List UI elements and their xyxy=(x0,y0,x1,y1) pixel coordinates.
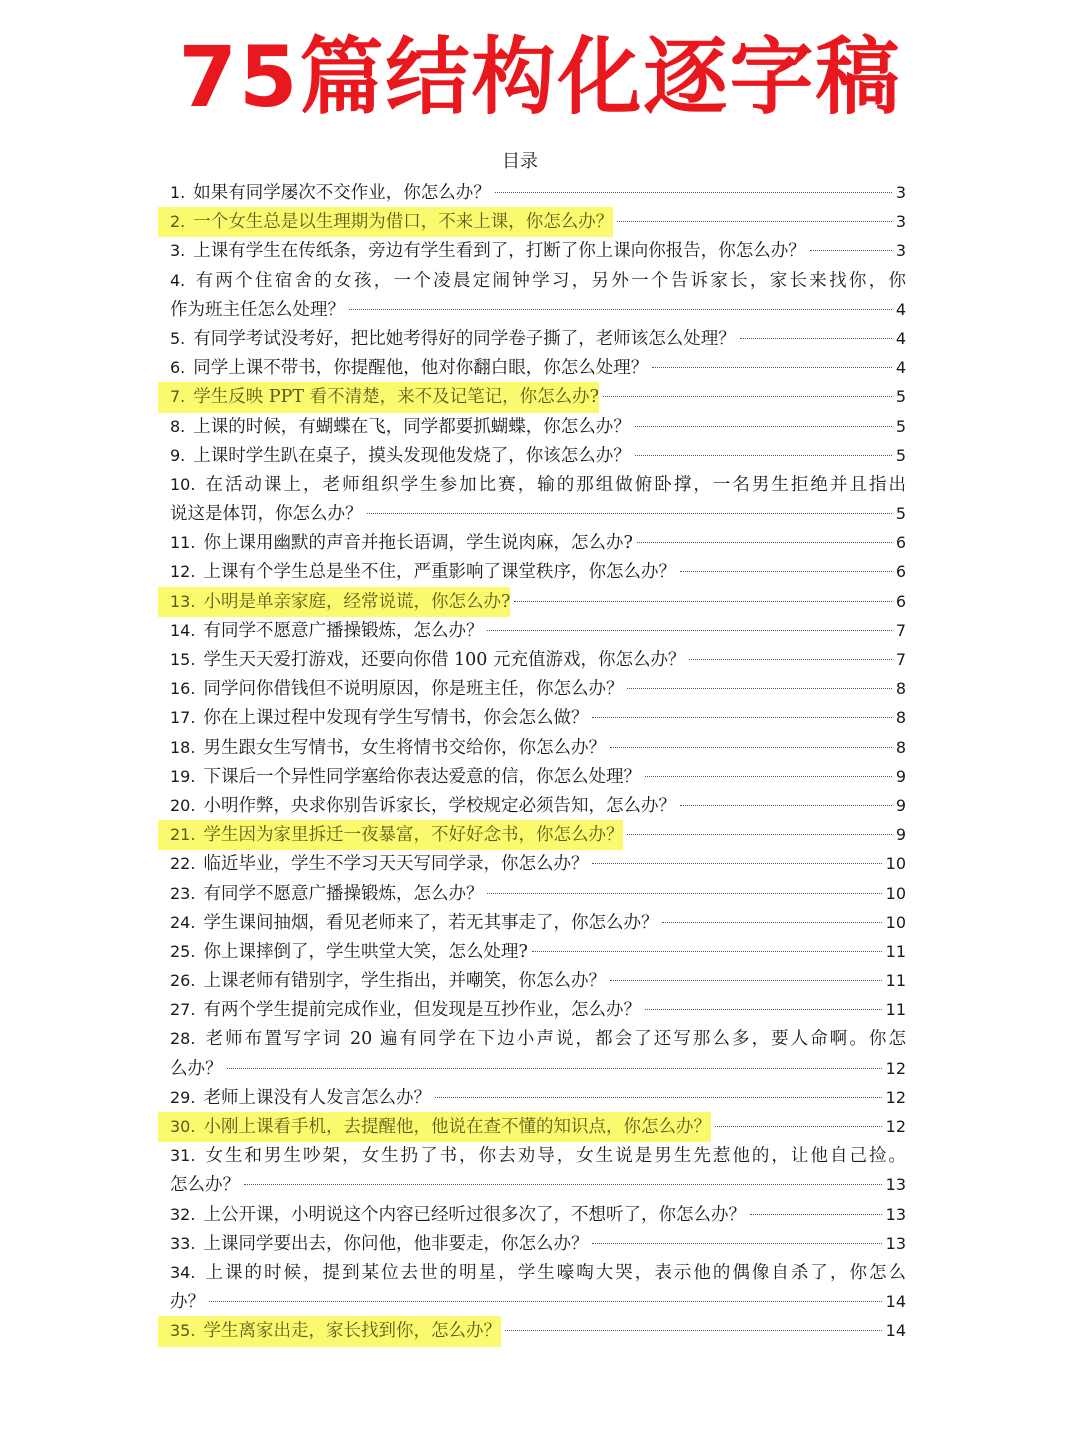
toc-page-number: 8 xyxy=(895,708,906,728)
toc-entry-title: 男生跟女生写情书，女生将情书交给你，你怎么办？ xyxy=(203,737,606,758)
toc-entry-text xyxy=(170,557,676,587)
toc-entry-title: 女生和男生吵架，女生扔了书，你去劝导，女生说是男生先惹他的，让他自己捡。 xyxy=(203,1146,906,1167)
toc-entry-title: 一个女生总是以生理期为借口，不来上课，你怎么办？ xyxy=(193,212,614,233)
table-of-contents xyxy=(170,178,906,1346)
toc-entry-text xyxy=(170,966,606,996)
toc-entry-text xyxy=(170,791,676,821)
toc-entry-text xyxy=(170,178,491,208)
toc-entry[interactable] xyxy=(170,645,906,674)
toc-entry-title: 小刚上课看手机，去提醒他，他说在查不懂的知识点，你怎么办？ xyxy=(203,1117,711,1137)
toc-entry-number: 28. xyxy=(170,1029,196,1049)
toc-page-number: 13 xyxy=(885,1204,906,1224)
toc-entry-text xyxy=(170,1024,906,1054)
dot-leader xyxy=(689,658,891,660)
dot-leader xyxy=(637,541,892,543)
toc-entry-title: 上课有学生在传纸条，旁边有学生看到了，打断了你上课向你报告，你怎么办？ xyxy=(193,241,806,262)
toc-entry-text xyxy=(170,849,588,879)
toc-entry[interactable] xyxy=(170,937,906,966)
toc-page-number: 10 xyxy=(885,854,906,874)
toc-entry[interactable] xyxy=(170,1316,906,1345)
dot-leader xyxy=(627,833,891,835)
toc-entry-number: 22. xyxy=(170,854,196,874)
toc-entry[interactable] xyxy=(170,470,906,499)
toc-entry[interactable] xyxy=(170,207,906,236)
toc-page-number: 4 xyxy=(895,358,906,378)
toc-entry-title: 老师上课没有人发言怎么办？ xyxy=(203,1087,431,1108)
dot-leader xyxy=(244,1183,882,1185)
toc-entry-text xyxy=(170,674,623,704)
toc-entry-number: 15. xyxy=(170,650,196,669)
toc-entry-text xyxy=(170,703,588,733)
toc-entry-number: 11. xyxy=(170,533,196,553)
toc-entry-text-highlighted xyxy=(158,1316,501,1346)
toc-entry[interactable] xyxy=(170,1258,906,1287)
toc-page-number: 10 xyxy=(885,912,906,932)
toc-entry-text xyxy=(170,645,685,675)
toc-entry-title: 上课的时候，有蝴蝶在飞，同学都要抓蝴蝶，你怎么办？ xyxy=(193,416,631,437)
dot-leader xyxy=(750,1213,882,1215)
toc-entry-number: 18. xyxy=(170,737,196,757)
dot-leader xyxy=(635,425,892,427)
toc-entry-number: 2. xyxy=(170,212,186,232)
dot-leader xyxy=(645,775,892,777)
toc-page-number: 4 xyxy=(895,328,906,348)
toc-entry[interactable] xyxy=(170,1112,906,1141)
toc-entry[interactable] xyxy=(170,820,906,849)
toc-entry[interactable] xyxy=(170,266,906,295)
toc-page-number: 11 xyxy=(885,941,906,961)
dot-leader xyxy=(349,308,892,310)
toc-page-number: 3 xyxy=(895,183,906,202)
toc-entry[interactable] xyxy=(170,762,906,791)
toc-entry-text xyxy=(170,236,806,266)
toc-entry[interactable] xyxy=(170,1229,906,1258)
toc-entry-number: 5. xyxy=(170,328,186,348)
toc-entry[interactable] xyxy=(170,966,906,995)
toc-entry-title: 学生课间抽烟，看见老师来了，若无其事走了，你怎么办？ xyxy=(203,912,659,933)
toc-entry-text-highlighted xyxy=(158,207,613,237)
toc-entry-text xyxy=(170,1200,746,1230)
dot-leader xyxy=(610,746,892,748)
toc-entry-continuation xyxy=(170,1054,906,1083)
toc-entry-title: 你在上课过程中发现有学生写情书，你会怎么做？ xyxy=(203,708,589,729)
toc-entry-number: 24. xyxy=(170,912,196,932)
toc-page-number: 3 xyxy=(895,241,906,261)
dot-leader xyxy=(435,1096,882,1098)
toc-entry[interactable] xyxy=(170,528,906,557)
toc-entry-number: 12. xyxy=(170,562,196,582)
toc-entry-text xyxy=(170,266,906,296)
toc-entry-text xyxy=(170,908,658,938)
toc-page-number: 5 xyxy=(895,445,906,465)
toc-entry-number: 19. xyxy=(170,766,196,786)
toc-entry-number: 26. xyxy=(170,971,196,991)
toc-entry-number: 35. xyxy=(170,1321,196,1341)
toc-entry[interactable] xyxy=(170,733,906,762)
dot-leader xyxy=(209,1300,882,1302)
toc-entry-number: 33. xyxy=(170,1233,196,1253)
dot-leader xyxy=(617,220,892,222)
toc-page-number: 8 xyxy=(895,737,906,757)
toc-entry-number: 16. xyxy=(170,679,196,699)
toc-entry-number: 3. xyxy=(170,241,186,261)
toc-page-number: 6 xyxy=(895,533,906,553)
toc-page-number: 5 xyxy=(895,416,906,436)
toc-entry-title: 上课同学要出去，你问他，他非要走，你怎么办？ xyxy=(203,1233,589,1254)
toc-entry-number: 10. xyxy=(170,474,196,494)
toc-entry[interactable] xyxy=(170,353,906,382)
toc-heading: 目录 xyxy=(502,151,538,172)
toc-entry-title-cont: 办？ xyxy=(170,1292,205,1313)
dot-leader xyxy=(635,454,892,456)
toc-entry-text-highlighted xyxy=(158,820,623,850)
toc-entry[interactable] xyxy=(170,382,906,411)
toc-page-number: 10 xyxy=(885,883,906,903)
toc-entry-number: 30. xyxy=(170,1117,196,1136)
toc-entry-continuation xyxy=(170,1287,906,1316)
toc-page-number: 9 xyxy=(895,795,906,815)
toc-entry[interactable] xyxy=(170,995,906,1024)
toc-entry[interactable] xyxy=(170,441,906,470)
toc-entry[interactable] xyxy=(170,616,906,645)
toc-page-number: 5 xyxy=(895,387,906,407)
toc-entry-number: 8. xyxy=(170,416,186,436)
dot-leader xyxy=(514,600,891,602)
dot-leader xyxy=(715,1125,882,1127)
toc-entry-title: 同学上课不带书，你提醒他，他对你翻白眼，你怎么处理？ xyxy=(193,358,649,379)
toc-entry-text xyxy=(170,937,528,967)
toc-entry-title: 学生因为家里拆迁一夜暴富，不好好念书，你怎么办？ xyxy=(203,825,624,846)
toc-page-number: 7 xyxy=(895,650,906,669)
toc-entry-title: 下课后一个异性同学塞给你表达爱意的信，你怎么处理？ xyxy=(203,766,641,787)
toc-entry-text xyxy=(170,1258,906,1288)
toc-entry-title: 学生反映 PPT 看不清楚，来不及记笔记，你怎么办? xyxy=(193,387,599,408)
toc-entry-text xyxy=(170,733,606,763)
toc-entry-number: 29. xyxy=(170,1087,196,1107)
toc-entry-text xyxy=(170,412,631,442)
toc-page-number: 3 xyxy=(895,212,906,232)
toc-entry-text xyxy=(170,470,906,500)
toc-page-number: 13 xyxy=(885,1175,906,1195)
toc-page-number: 12 xyxy=(885,1058,906,1078)
toc-entry-title: 上课有个学生总是坐不住，严重影响了课堂秩序，你怎么办？ xyxy=(203,562,676,583)
toc-entry-title: 学生离家出走，家长找到你，怎么办？ xyxy=(203,1321,501,1342)
toc-page-number: 4 xyxy=(895,299,906,319)
toc-entry-title: 上课的时候，提到某位去世的明星，学生嚎啕大哭，表示他的偶像自杀了，你怎么 xyxy=(203,1262,906,1283)
toc-entry-text xyxy=(170,324,736,354)
toc-entry[interactable] xyxy=(170,791,906,820)
toc-entry-text xyxy=(170,353,648,383)
dot-leader xyxy=(487,629,891,631)
toc-entry-number: 17. xyxy=(170,708,196,728)
toc-entry-title-cont: 作为班主任怎么处理？ xyxy=(170,299,345,320)
toc-page-number: 8 xyxy=(895,679,906,699)
toc-entry-title: 有两个学生提前完成作业，但发现是互抄作业，怎么办？ xyxy=(203,1000,641,1021)
toc-page-number: 14 xyxy=(885,1292,906,1312)
toc-entry-text xyxy=(170,995,641,1025)
toc-entry-text xyxy=(170,616,483,646)
toc-page-number: 12 xyxy=(885,1087,906,1107)
dot-leader xyxy=(627,687,891,689)
dot-leader xyxy=(603,395,892,397)
toc-entry-number: 31. xyxy=(170,1146,196,1166)
dot-leader xyxy=(680,570,892,572)
dot-leader xyxy=(532,950,882,952)
toc-entry[interactable] xyxy=(170,236,906,265)
toc-entry-number: 21. xyxy=(170,825,196,845)
toc-entry[interactable] xyxy=(170,908,906,937)
toc-entry-number: 13. xyxy=(170,591,196,611)
toc-entry-title: 同学问你借钱但不说明原因，你是班主任，你怎么办？ xyxy=(203,679,624,700)
toc-entry-text xyxy=(170,879,483,909)
toc-entry-title: 学生天天爱打游戏，还要向你借 100 元充值游戏，你怎么办？ xyxy=(203,650,686,670)
dot-leader xyxy=(505,1329,882,1331)
toc-page-number: 9 xyxy=(895,766,906,786)
toc-entry[interactable] xyxy=(170,1024,906,1053)
toc-entry-number: 1. xyxy=(170,183,186,202)
toc-entry-text xyxy=(170,762,641,792)
toc-page-number: 14 xyxy=(885,1321,906,1341)
toc-entry-number: 14. xyxy=(170,620,196,640)
dot-leader xyxy=(652,366,892,368)
dot-leader xyxy=(592,716,891,718)
toc-entry[interactable] xyxy=(170,324,906,353)
toc-entry-title: 有同学考试没考好，把比她考得好的同学卷子撕了，老师该怎么处理？ xyxy=(193,328,736,349)
toc-page-number: 7 xyxy=(895,620,906,640)
toc-page-number: 13 xyxy=(885,1233,906,1253)
toc-entry-text xyxy=(170,1141,906,1171)
toc-page-number: 12 xyxy=(885,1117,906,1136)
toc-entry-continuation xyxy=(170,295,906,324)
dot-leader xyxy=(645,1008,882,1010)
dot-leader xyxy=(740,337,892,339)
dot-leader xyxy=(610,979,882,981)
toc-entry-number: 4. xyxy=(170,270,186,290)
toc-entry-text xyxy=(170,441,631,471)
toc-entry-number: 27. xyxy=(170,1000,196,1020)
toc-entry-number: 32. xyxy=(170,1204,196,1224)
dot-leader xyxy=(592,862,881,864)
toc-entry-title: 有同学不愿意广播操锻炼，怎么办？ xyxy=(203,620,484,641)
toc-entry[interactable] xyxy=(170,1141,906,1170)
dot-leader xyxy=(810,249,892,251)
toc-entry-title-cont: 怎么办？ xyxy=(170,1175,240,1196)
page-title: 75篇结构化逐字稿 xyxy=(178,28,902,126)
toc-entry-text-highlighted xyxy=(158,587,510,617)
toc-entry-text xyxy=(170,1083,431,1113)
dot-leader xyxy=(592,1242,881,1244)
toc-entry-text xyxy=(170,528,633,558)
toc-entry[interactable] xyxy=(170,1200,906,1229)
toc-entry-title: 有同学不愿意广播操锻炼，怎么办？ xyxy=(203,883,484,904)
toc-entry-number: 7. xyxy=(170,387,186,407)
toc-page-number: 9 xyxy=(895,825,906,845)
toc-entry-title: 小明作弊，央求你别告诉家长，学校规定必须告知，怎么办？ xyxy=(203,795,676,816)
toc-entry-title: 小明是单亲家庭，经常说谎，你怎么办? xyxy=(203,591,511,612)
toc-entry-continuation xyxy=(170,499,906,528)
toc-entry-title: 上公开课，小明说这个内容已经听过很多次了，不想听了，你怎么办？ xyxy=(203,1204,746,1225)
dot-leader xyxy=(662,921,881,923)
toc-entry[interactable] xyxy=(170,178,906,207)
toc-page-number: 11 xyxy=(885,1000,906,1020)
toc-entry-title: 你上课摔倒了，学生哄堂大笑，怎么处理? xyxy=(203,941,528,962)
toc-entry-title: 在活动课上，老师组织学生参加比赛，输的那组做俯卧撑，一名男生拒绝并且指出 xyxy=(203,474,906,495)
toc-entry-title: 有两个住宿舍的女孩，一个凌晨定闹钟学习，另外一个告诉家长，家长来找你，你 xyxy=(193,270,906,291)
toc-entry[interactable] xyxy=(170,587,906,616)
toc-entry[interactable] xyxy=(170,1083,906,1112)
toc-page-number: 6 xyxy=(895,562,906,582)
toc-entry-text-highlighted xyxy=(158,382,599,412)
toc-entry[interactable] xyxy=(170,674,906,703)
toc-entry-title: 上课时学生趴在桌子，摸头发现他发烧了，你该怎么办？ xyxy=(193,445,631,466)
toc-entry-title: 如果有同学屡次不交作业，你怎么办？ xyxy=(193,183,491,203)
dot-leader xyxy=(495,191,892,193)
toc-entry-text xyxy=(170,1229,588,1259)
dot-leader xyxy=(227,1067,882,1069)
toc-page-number: 5 xyxy=(895,504,906,524)
toc-entry[interactable] xyxy=(170,412,906,441)
dot-leader xyxy=(487,892,881,894)
toc-entry-title-cont: 说这是体罚，你怎么办？ xyxy=(170,504,363,525)
toc-entry-title: 临近毕业，学生不学习天天写同学录，你怎么办？ xyxy=(203,854,589,875)
toc-entry-title: 上课老师有错别字，学生指出，并嘲笑，你怎么办？ xyxy=(203,971,606,992)
dot-leader xyxy=(367,512,892,514)
toc-entry-title-cont: 么办？ xyxy=(170,1058,223,1079)
toc-entry[interactable] xyxy=(170,557,906,586)
toc-entry-text-highlighted xyxy=(158,1112,711,1142)
dot-leader xyxy=(680,804,892,806)
toc-entry-title: 老师布置写字词 20 遍有同学在下边小声说，都会了还写那么多，要人命啊。你怎 xyxy=(203,1029,906,1050)
toc-entry-number: 25. xyxy=(170,941,196,961)
toc-entry-number: 20. xyxy=(170,795,196,815)
toc-entry[interactable] xyxy=(170,703,906,732)
toc-entry-title: 你上课用幽默的声音并拖长语调，学生说肉麻，怎么办? xyxy=(203,533,633,554)
toc-entry-number: 6. xyxy=(170,358,186,378)
toc-entry-number: 34. xyxy=(170,1262,196,1282)
toc-page-number: 11 xyxy=(885,971,906,991)
toc-entry-number: 9. xyxy=(170,445,186,465)
toc-entry-continuation xyxy=(170,1170,906,1199)
toc-entry[interactable] xyxy=(170,879,906,908)
toc-entry-number: 23. xyxy=(170,883,196,903)
toc-entry[interactable] xyxy=(170,849,906,878)
toc-page-number: 6 xyxy=(895,591,906,611)
